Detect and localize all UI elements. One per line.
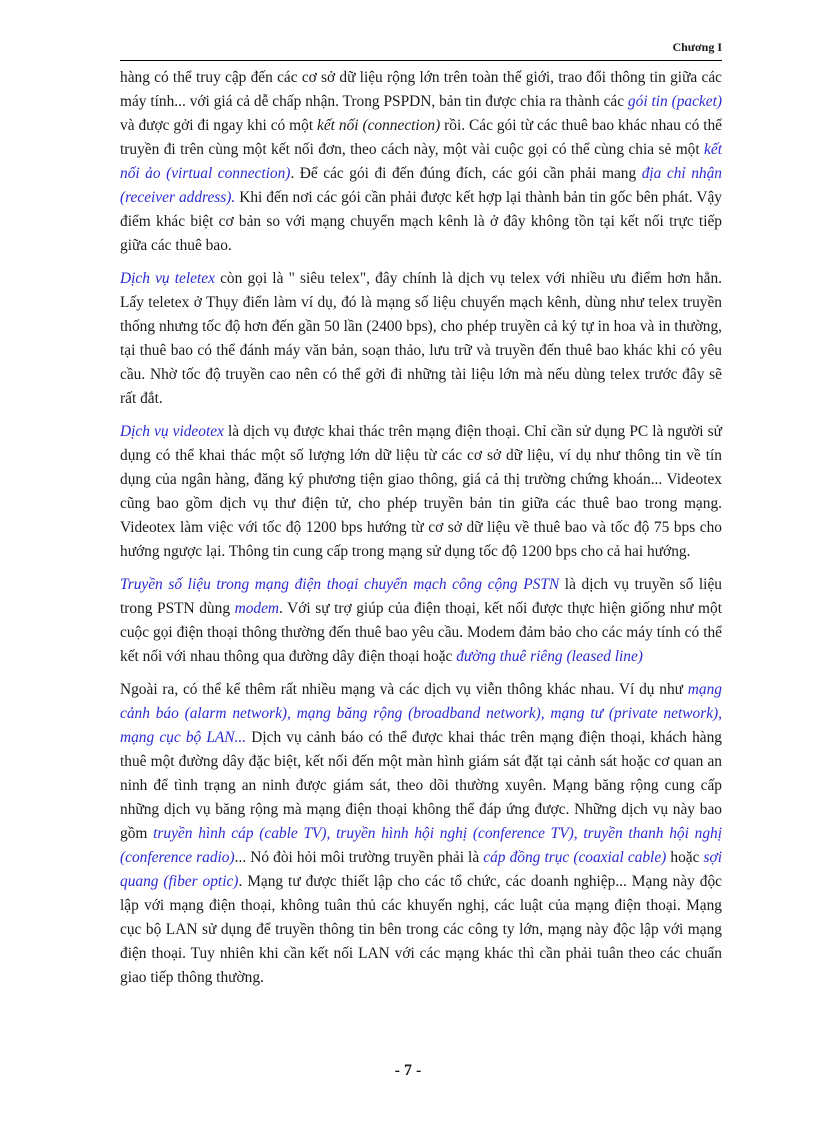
text-segment: là dịch vụ được khai thác trên mạng điện thoại. Chỉ cần sử dụng PC là người sử dụng có thể khai thác một số lượng lớn dữ liệu từ các cơ sở dữ liệu, ví dụ như thông tin về tín dụng của ngân hàng, đăng ký phương tiện giao thông, giá cả thị trường chứng khoán... Videotex cũng bao gồm dịch vụ thư điện tử, cho phép truyền bản tin giữa các thuê bao trong mạng. Videotex làm việc với tốc độ 1200 bps hướng từ cơ sở dữ liệu về thuê bao và tốc độ 75 bps cho hướng ngược lại. Thông tin cung cấp trong mạng sử dụng tốc độ 1200 bps cho cả hai hướng. — [120, 423, 722, 560]
paragraph-other-networks — [120, 678, 722, 990]
term-modem: modem — [234, 600, 280, 617]
text-segment: . Để các gói đi đến đúng đích, các gói cần phải mang — [290, 165, 642, 182]
term-receiver-address: địa chỉ nhận (receiver address). — [120, 165, 722, 206]
term-videotex: Dịch vụ videotex — [120, 423, 224, 440]
text-segment: . Với sự trợ giúp của điện thoại, kết nối được thực hiện giống như một cuộc gọi điện thoại thông thường đến thuê bao yêu cầu. Modem đảm bảo cho các máy tính có thể kết nối với nhau thông qua đường dây điện thoại hoặc — [120, 600, 723, 665]
text-segment: hoặc — [666, 849, 704, 866]
paragraph-pstn — [120, 573, 722, 669]
paragraph-videotex — [120, 420, 722, 564]
text-segment: Ngoài ra, có thể kể thêm rất nhiều mạng và các dịch vụ viễn thông khác nhau. Ví dụ như — [120, 681, 688, 698]
header-rule — [120, 60, 722, 61]
paragraph-packet-switching — [120, 66, 722, 258]
text-segment: ... Nó đòi hỏi môi trường truyền phải là — [234, 849, 484, 866]
text-segment: Dịch vụ cảnh báo có thể được khai thác trên mạng điện thoại, khách hàng thuê một đường dây đặc biệt, kết nối đến một màn hình giám sát đặt tại cảnh sát hoặc cơ quan an ninh để tình trạng an ninh được giám sát, theo dõi thường xuyên. Mạng băng rộng cung cấp những dịch vụ băng rộng mà mạng điện thoại không thể đáp ứng được. Những dịch vụ này bao gồm — [120, 729, 722, 842]
page-body — [120, 66, 722, 999]
chapter-header: Chương I — [672, 40, 722, 54]
term-leased-line: đường thuê riêng (leased line) — [456, 648, 643, 665]
term-broadband-services: truyền hình cáp (cable TV), truyền hình hội nghị (conference TV), truyền thanh hội nghị (conference radio) — [120, 825, 723, 866]
term-coaxial-cable: cáp đồng trục (coaxial cable) — [483, 849, 667, 866]
text-segment: rồi. Các gói từ các thuê bao khác nhau có thể truyền đi trên cùng một kết nối đơn, theo cách này, một vài cuộc gọi có thể cùng chia sẻ một — [120, 117, 722, 158]
text-segment: Khi đến nơi các gói cần phải được kết hợp lại thành bản tin gốc bên phát. Vậy điểm khác biệt cơ bản so với mạng chuyển mạch kênh là ở đây không tồn tại kết nối trực tiếp giữa các thuê bao. — [120, 189, 722, 254]
term-packet: gói tin (packet) — [627, 93, 722, 110]
term-network-types: mạng cảnh báo (alarm network), mạng băng rộng (broadband network), mạng tư (private network), mạng cục bộ LAN... — [120, 681, 722, 746]
text-segment: là dịch vụ truyền số liệu trong PSTN dùng — [120, 576, 722, 617]
term-virtual-connection: kết nối ảo (virtual connection) — [120, 141, 722, 182]
term-teletex: Dịch vụ teletex — [120, 270, 215, 287]
text-segment: và được gởi đi ngay khi có một — [120, 117, 318, 134]
paragraph-teletex — [120, 267, 722, 411]
text-segment: . Mạng tư được thiết lập cho các tổ chức, các doanh nghiệp... Mạng này độc lập với mạng điện thoại, không tuân thủ các khuyến nghị, các luật của mạng điện thoại. Mạng cục bộ LAN sử dụng để truyền thông tin bên trong các công ty lớn, mạng này độc lập với mạng điện thoại. Tuy nhiên khi cần kết nối LAN với các mạng khác thì cần phải tuân theo các chuẩn giao tiếp thông thường. — [120, 873, 723, 986]
text-segment: còn gọi là " siêu telex", đây chính là dịch vụ telex với nhiều ưu điểm hơn hẳn. Lấy teletex ở Thụy điển làm ví dụ, đó là mạng số liệu chuyển mạch kênh, dùng như telex truyền thống nhưng tốc độ hơn đến gần 50 lần (2400 bps), cho phép truyền cả ký tự in hoa và in thường, tại thuê bao có thể đánh máy văn bản, soạn thảo, lưu trữ và truyền đến thuê bao khác khi có yêu cầu. Nhờ tốc độ truyền cao nên có thể gởi đi những tài liệu lớn mà nếu dùng telex trước đây sẽ rất đắt. — [120, 270, 722, 407]
term-fiber-optic: sợi quang (fiber optic) — [120, 849, 723, 890]
text-segment: hàng có thể truy cập đến các cơ sở dữ liệu rộng lớn trên toàn thế giới, trao đổi thông tin giữa các máy tính... với giá cả dễ chấp nhận. Trong PSPDN, bản tin được chia ra thành các — [120, 69, 722, 110]
term-connection: kết nối (connection) — [317, 117, 441, 134]
page-number: - 7 - — [394, 1062, 422, 1079]
term-pstn: Truyền số liệu trong mạng điện thoại chuyển mạch công cộng PSTN — [120, 576, 560, 593]
